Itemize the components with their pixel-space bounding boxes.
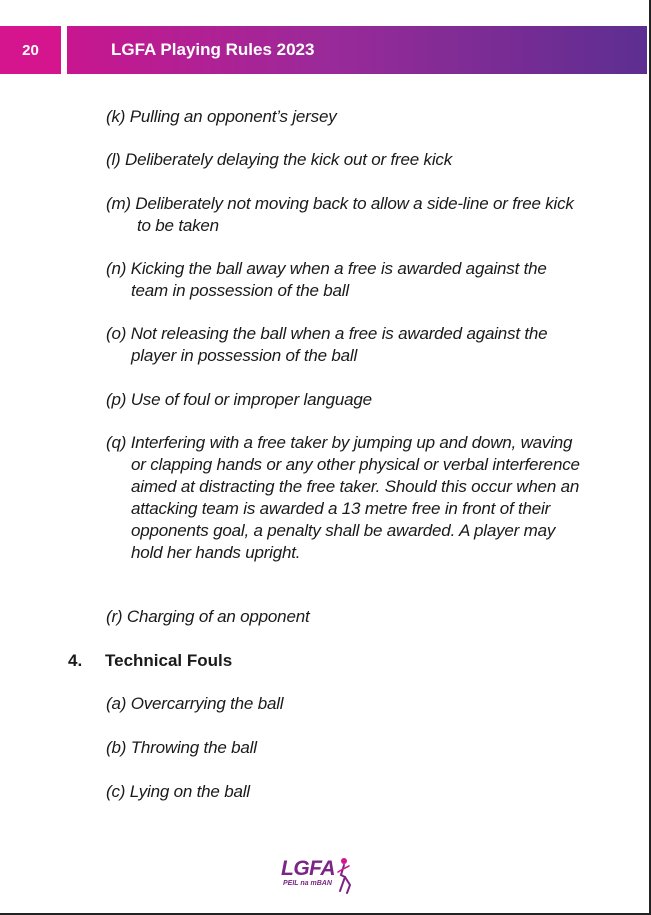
rule-text: Deliberately not moving back to allow a side-line or free kick to be taken	[135, 194, 574, 235]
section-heading	[68, 650, 232, 672]
rule-label: (p)	[106, 390, 127, 409]
player-figure-icon	[335, 857, 353, 895]
rule-label: (l)	[106, 150, 121, 169]
rule-label: (k)	[106, 107, 126, 126]
rule-item-p	[106, 389, 591, 411]
page-header	[0, 26, 647, 74]
rule-item-k	[106, 106, 591, 128]
rule-label: (r)	[106, 607, 123, 626]
rule-label: (o)	[106, 324, 127, 343]
rule-item-r	[106, 606, 591, 628]
logo-wordmark: LGFA	[281, 857, 335, 880]
section-item-b	[106, 737, 591, 759]
lgfa-logo	[281, 857, 355, 897]
rule-text: Lying on the ball	[129, 782, 250, 801]
rule-text: Pulling an opponent’s jersey	[129, 107, 337, 126]
section-title: Technical Fouls	[105, 651, 233, 670]
rule-label: (n)	[106, 259, 127, 278]
logo-subtext: PEIL na mBAN	[283, 880, 332, 887]
rule-item-m	[106, 193, 582, 237]
rule-text: Not releasing the ball when a free is awarded against the player in possession of the ball	[130, 324, 548, 365]
rule-label: (a)	[106, 694, 127, 713]
rule-label: (m)	[106, 194, 131, 213]
rule-text: Charging of an opponent	[126, 607, 310, 626]
section-item-c	[106, 781, 591, 803]
document-title-bar	[67, 26, 647, 74]
rule-text: Overcarrying the ball	[130, 694, 284, 713]
page-number: 20	[0, 26, 61, 74]
rule-item-q	[106, 432, 589, 564]
rule-label: (b)	[106, 738, 127, 757]
rule-text: Throwing the ball	[130, 738, 257, 757]
rule-item-l	[106, 149, 591, 171]
section-item-a	[106, 693, 591, 715]
rule-item-n	[106, 258, 586, 302]
rule-label: (c)	[106, 782, 126, 801]
rule-item-o	[106, 323, 586, 367]
rule-text: Interfering with a free taker by jumping up and down, waving or clapping hands or any other physical or verbal interference aimed at distracting the free taker. Should this occur when an attacking team is awarded a 13 metre free in front of their opponents goal, a penalty shall be awarded. A player may hold her hands upright.	[130, 433, 580, 562]
section-number: 4.	[68, 651, 83, 670]
document-title: LGFA Playing Rules 2023	[111, 40, 315, 59]
rule-text: Deliberately delaying the kick out or free kick	[125, 150, 453, 169]
rule-label: (q)	[106, 433, 127, 452]
rule-text: Kicking the ball away when a free is awarded against the team in possession of the ball	[130, 259, 547, 300]
rule-text: Use of foul or improper language	[130, 390, 372, 409]
